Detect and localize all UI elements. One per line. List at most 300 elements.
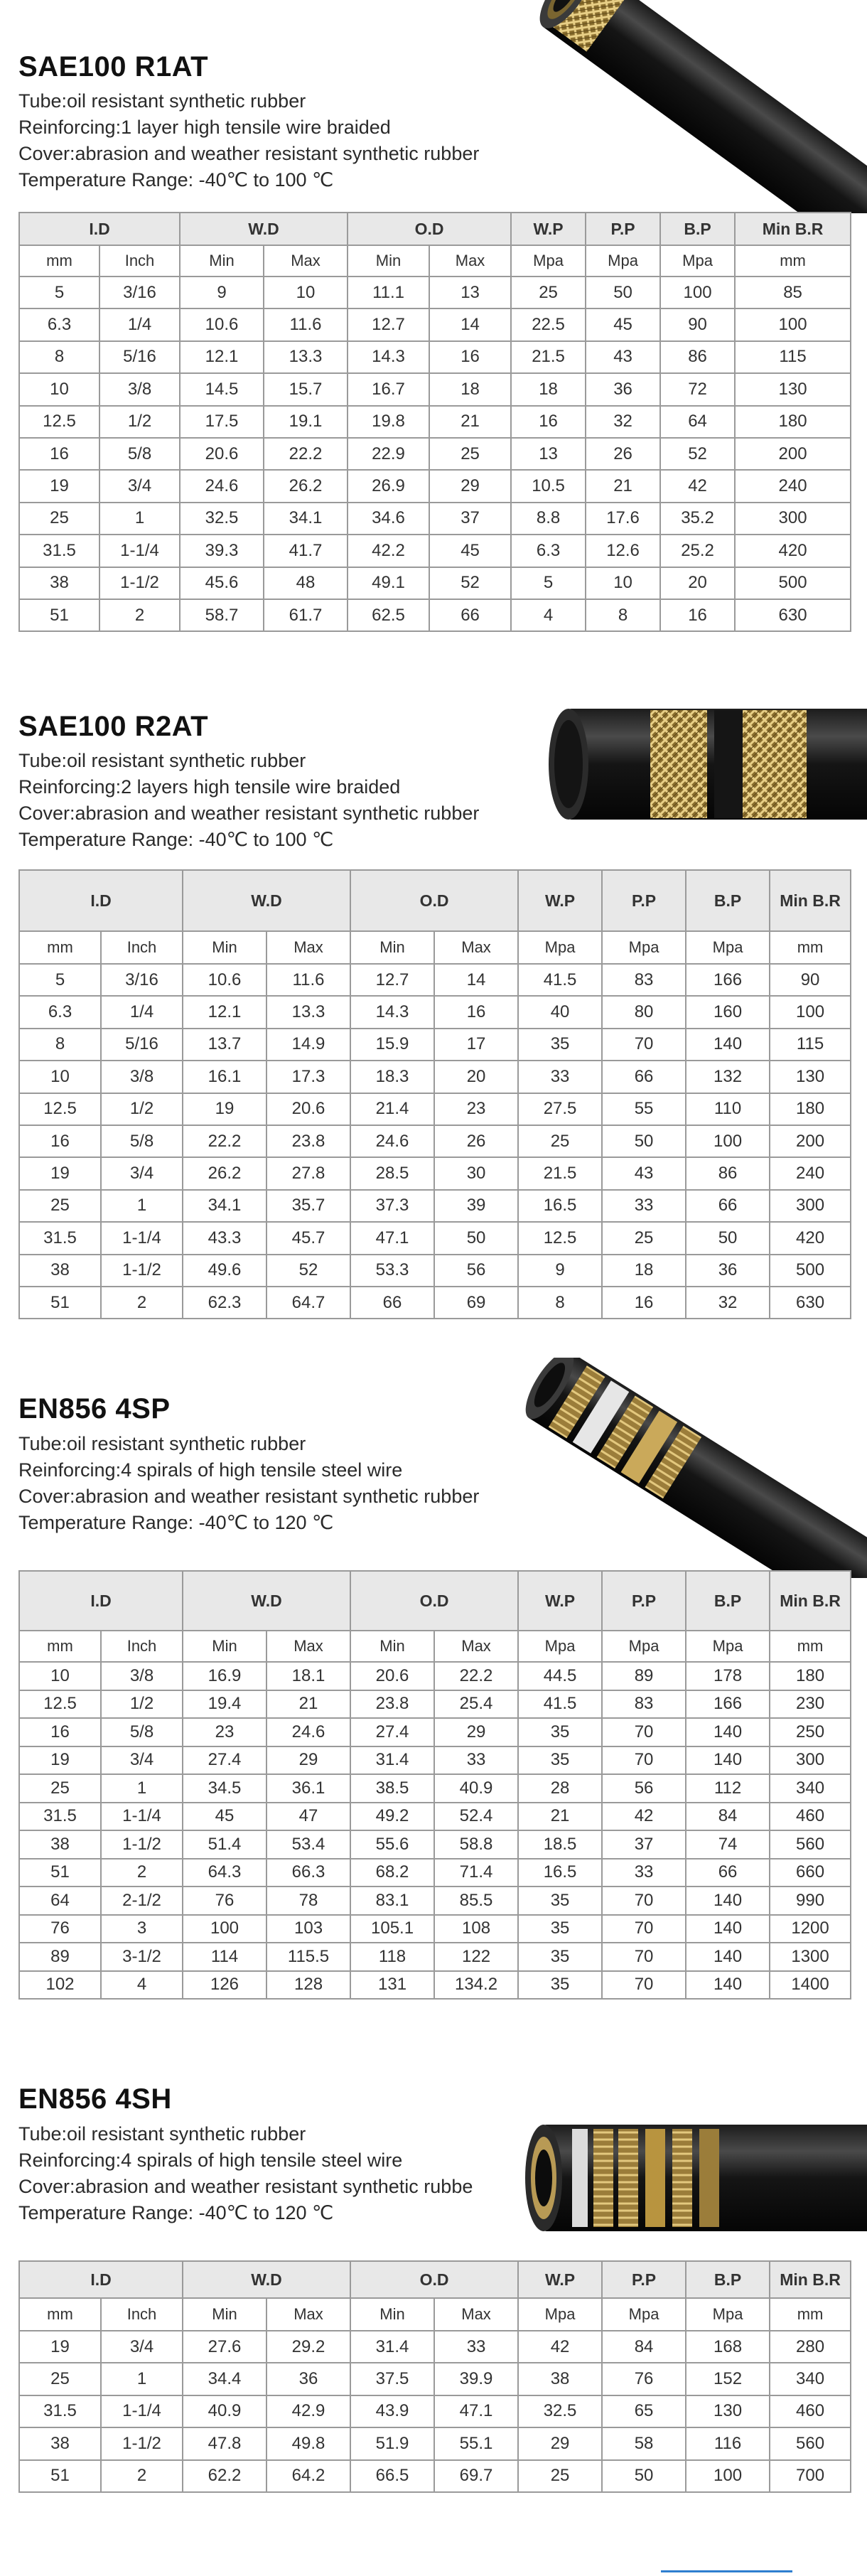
cover-spec: Cover:abrasion and weather resistant synthetic rubbe [18, 2176, 473, 2197]
table-cell: 76 [183, 1887, 266, 1915]
table-cell: 34.1 [264, 503, 348, 535]
table-cell: 70 [602, 1718, 686, 1746]
table-cell: 45 [183, 1803, 266, 1831]
table-cell: 5/16 [99, 341, 180, 373]
header-wp: W.P [518, 870, 602, 931]
table-cell: 34.1 [183, 1190, 266, 1222]
hose-image [526, 700, 867, 835]
spec-table-r1at [18, 212, 851, 632]
table-cell: 25 [511, 277, 586, 308]
table-cell: 152 [686, 2363, 770, 2395]
header-od: O.D [350, 2261, 518, 2298]
table-cell: 13.3 [264, 341, 348, 373]
table-cell: 62.3 [183, 1287, 266, 1319]
table-cell: 110 [686, 1093, 770, 1125]
table-cell: 10 [19, 1061, 101, 1093]
table-cell: 34.4 [183, 2363, 266, 2395]
table-cell: 300 [770, 1746, 851, 1775]
table-cell: 166 [686, 1690, 770, 1719]
table-cell: 1 [101, 1190, 183, 1222]
table-cell: 24.6 [180, 470, 264, 502]
table-cell: 84 [602, 2331, 686, 2363]
table-cell: 70 [602, 1746, 686, 1775]
table-row [19, 964, 851, 996]
hose-image [505, 2115, 867, 2250]
header-id: I.D [19, 213, 180, 245]
table-cell: 43.9 [350, 2395, 434, 2427]
section-title: SAE100 R1AT [18, 51, 209, 82]
header-bp: B.P [686, 2261, 770, 2298]
table-cell: 13 [511, 438, 586, 470]
table-cell: 65 [602, 2395, 686, 2427]
header-bp: B.P [686, 1571, 770, 1631]
table-cell: 340 [770, 2363, 851, 2395]
table-cell: 460 [770, 1803, 851, 1831]
table-cell: 3/4 [101, 1746, 183, 1775]
unit-cell: Mpa [518, 931, 602, 964]
table-cell: 19 [19, 1157, 101, 1189]
table-cell: 166 [686, 964, 770, 996]
table-cell: 11.1 [348, 277, 429, 308]
table-cell: 131 [350, 1971, 434, 2000]
header-wd: W.D [183, 1571, 350, 1631]
table-row [19, 1859, 851, 1887]
table-cell: 31.4 [350, 1746, 434, 1775]
table-cell: 1/2 [99, 406, 180, 438]
table-row [19, 1887, 851, 1915]
table-cell: 39 [434, 1190, 518, 1222]
spec-table-4sh [18, 2260, 851, 2493]
table-cell: 42 [660, 470, 735, 502]
table-cell: 49.1 [348, 567, 429, 599]
table-cell: 62.5 [348, 599, 429, 631]
table-cell: 700 [770, 2460, 851, 2492]
table-cell: 33 [518, 1061, 602, 1093]
table-cell: 26 [434, 1125, 518, 1157]
tube-spec: Tube:oil resistant synthetic rubber [18, 2123, 306, 2145]
table-cell: 86 [660, 341, 735, 373]
table-cell: 21.4 [350, 1093, 434, 1125]
unit-cell: Min [183, 1631, 266, 1662]
table-row [19, 1190, 851, 1222]
table-cell: 37.5 [350, 2363, 434, 2395]
table-cell: 8.8 [511, 503, 586, 535]
table-cell: 83 [602, 964, 686, 996]
table-cell: 1-1/2 [101, 1255, 183, 1287]
table-cell: 18.5 [518, 1830, 602, 1859]
table-cell: 38 [19, 567, 99, 599]
table-cell: 38 [19, 2427, 101, 2459]
table-cell: 9 [180, 277, 264, 308]
table-cell: 12.5 [19, 1690, 101, 1719]
table-cell: 21 [518, 1803, 602, 1831]
unit-cell: Inch [99, 245, 180, 277]
table-cell: 1/2 [101, 1690, 183, 1719]
table-row [19, 1125, 851, 1157]
table-cell: 1-1/4 [101, 1803, 183, 1831]
unit-cell: mm [19, 1631, 101, 1662]
header-min-br: Min B.R [770, 1571, 851, 1631]
table-cell: 36.1 [266, 1774, 350, 1803]
table-cell: 64.7 [266, 1287, 350, 1319]
table-row [19, 1746, 851, 1775]
table-row [19, 2395, 851, 2427]
table-cell: 2 [101, 2460, 183, 2492]
table-cell: 70 [602, 1887, 686, 1915]
section-title: EN856 4SH [18, 2083, 172, 2115]
header-wp: W.P [518, 1571, 602, 1631]
table-row [19, 2331, 851, 2363]
unit-cell: Mpa [686, 2298, 770, 2331]
unit-cell: Mpa [686, 931, 770, 964]
header-wd: W.D [180, 213, 348, 245]
table-cell: 11.6 [264, 308, 348, 340]
table-cell: 990 [770, 1887, 851, 1915]
table-cell: 3-1/2 [101, 1943, 183, 1971]
table-cell: 1/4 [99, 308, 180, 340]
table-cell: 32 [586, 406, 660, 438]
table-cell: 58 [602, 2427, 686, 2459]
table-cell: 180 [770, 1093, 851, 1125]
table-cell: 116 [686, 2427, 770, 2459]
table-cell: 66 [686, 1190, 770, 1222]
table-cell: 76 [602, 2363, 686, 2395]
table-cell: 140 [686, 1915, 770, 1943]
table-cell: 5/8 [101, 1718, 183, 1746]
table-cell: 40.9 [183, 2395, 266, 2427]
table-cell: 1/4 [101, 996, 183, 1028]
header-id: I.D [19, 1571, 183, 1631]
table-cell: 47.1 [350, 1222, 434, 1254]
unit-cell: mm [19, 245, 99, 277]
table-cell: 45 [586, 308, 660, 340]
table-cell: 2 [101, 1287, 183, 1319]
table-cell: 10.6 [180, 308, 264, 340]
table-cell: 100 [183, 1915, 266, 1943]
table-cell: 44.5 [518, 1662, 602, 1690]
table-cell: 21 [429, 406, 511, 438]
table-cell: 3/4 [101, 2331, 183, 2363]
table-cell: 23.8 [350, 1690, 434, 1719]
table-cell: 300 [735, 503, 851, 535]
table-cell: 420 [735, 535, 851, 567]
header-wd: W.D [183, 870, 350, 931]
table-cell: 29.2 [266, 2331, 350, 2363]
table-cell: 50 [686, 1222, 770, 1254]
table-cell: 35 [518, 1746, 602, 1775]
table-cell: 14.3 [348, 341, 429, 373]
table-cell: 55.6 [350, 1830, 434, 1859]
table-cell: 8 [518, 1287, 602, 1319]
table-cell: 64.3 [183, 1859, 266, 1887]
table-cell: 1-1/2 [101, 2427, 183, 2459]
table-cell: 50 [602, 1125, 686, 1157]
table-cell: 52.4 [434, 1803, 518, 1831]
table-cell: 35 [518, 1943, 602, 1971]
table-cell: 29 [429, 470, 511, 502]
table-cell: 17 [434, 1029, 518, 1061]
table-cell: 38 [19, 1255, 101, 1287]
table-cell: 140 [686, 1887, 770, 1915]
table-cell: 6.3 [19, 308, 99, 340]
unit-cell: Mpa [586, 245, 660, 277]
table-cell: 25 [19, 2363, 101, 2395]
unit-cell: mm [735, 245, 851, 277]
table-cell: 5/8 [101, 1125, 183, 1157]
spec-table-4sp [18, 1570, 851, 2000]
cover-spec: Cover:abrasion and weather resistant synthetic rubber [18, 1486, 480, 1507]
table-cell: 25.4 [434, 1690, 518, 1719]
table-cell: 17.5 [180, 406, 264, 438]
table-cell: 16 [660, 599, 735, 631]
table-cell: 100 [660, 277, 735, 308]
unit-cell: Max [264, 245, 348, 277]
table-cell: 70 [602, 1971, 686, 2000]
table-cell: 35.2 [660, 503, 735, 535]
unit-cell: Mpa [660, 245, 735, 277]
table-cell: 33 [602, 1190, 686, 1222]
table-cell: 33 [434, 2331, 518, 2363]
section-title: EN856 4SP [18, 1393, 171, 1424]
table-cell: 50 [602, 2460, 686, 2492]
header-wp: W.P [518, 2261, 602, 2298]
table-cell: 51.4 [183, 1830, 266, 1859]
table-row [19, 1943, 851, 1971]
table-cell: 58.8 [434, 1830, 518, 1859]
table-cell: 25 [19, 1774, 101, 1803]
header-od: O.D [350, 1571, 518, 1631]
unit-cell: Inch [101, 1631, 183, 1662]
table-cell: 100 [686, 2460, 770, 2492]
table-cell: 100 [770, 996, 851, 1028]
table-row [19, 567, 851, 599]
table-cell: 83.1 [350, 1887, 434, 1915]
table-cell: 55 [602, 1093, 686, 1125]
table-cell: 18 [429, 373, 511, 405]
table-cell: 22.5 [511, 308, 586, 340]
section-sae100-r1at [0, 0, 867, 682]
table-cell: 45.6 [180, 567, 264, 599]
table-cell: 26.2 [183, 1157, 266, 1189]
table-cell: 35 [518, 1915, 602, 1943]
table-cell: 19 [183, 1093, 266, 1125]
table-cell: 41.7 [264, 535, 348, 567]
unit-cell: Mpa [518, 2298, 602, 2331]
table-cell: 26.9 [348, 470, 429, 502]
header-min-br: Min B.R [735, 213, 851, 245]
table-row [19, 2363, 851, 2395]
table-cell: 1 [101, 2363, 183, 2395]
table-row [19, 277, 851, 308]
table-row [19, 599, 851, 631]
hose-image [497, 1358, 867, 1578]
table-cell: 56 [602, 1774, 686, 1803]
table-cell: 20.6 [266, 1093, 350, 1125]
table-cell: 134.2 [434, 1971, 518, 2000]
table-cell: 240 [770, 1157, 851, 1189]
table-cell: 80 [602, 996, 686, 1028]
table-cell: 114 [183, 1943, 266, 1971]
table-cell: 5/16 [101, 1029, 183, 1061]
table-cell: 52 [660, 438, 735, 470]
table-row [19, 1803, 851, 1831]
header-wd: W.D [183, 2261, 350, 2298]
table-cell: 13 [429, 277, 511, 308]
table-cell: 17.6 [586, 503, 660, 535]
table-cell: 1300 [770, 1943, 851, 1971]
table-cell: 18 [511, 373, 586, 405]
table-cell: 90 [770, 964, 851, 996]
table-cell: 16 [19, 1718, 101, 1746]
table-cell: 19.4 [183, 1690, 266, 1719]
table-cell: 33 [602, 1859, 686, 1887]
unit-cell: Min [350, 2298, 434, 2331]
table-cell: 19 [19, 470, 99, 502]
table-cell: 100 [686, 1125, 770, 1157]
tube-spec: Tube:oil resistant synthetic rubber [18, 90, 306, 112]
header-pp: P.P [586, 213, 660, 245]
cover-spec: Cover:abrasion and weather resistant synthetic rubber [18, 143, 480, 164]
table-cell: 42 [518, 2331, 602, 2363]
table-row [19, 1157, 851, 1189]
table-cell: 12.5 [518, 1222, 602, 1254]
table-cell: 23 [434, 1093, 518, 1125]
table-cell: 115 [770, 1029, 851, 1061]
table-cell: 16 [19, 438, 99, 470]
unit-cell: Mpa [602, 931, 686, 964]
table-cell: 40.9 [434, 1774, 518, 1803]
table-cell: 27.5 [518, 1093, 602, 1125]
table-cell: 66 [429, 599, 511, 631]
table-cell: 76 [19, 1915, 101, 1943]
table-cell: 66.5 [350, 2460, 434, 2492]
table-row [19, 470, 851, 502]
table-cell: 50 [434, 1222, 518, 1254]
unit-cell: Min [183, 931, 266, 964]
table-cell: 103 [266, 1915, 350, 1943]
table-cell: 115.5 [266, 1943, 350, 1971]
table-cell: 420 [770, 1222, 851, 1254]
table-cell: 85 [735, 277, 851, 308]
table-cell: 130 [735, 373, 851, 405]
table-cell: 56 [434, 1255, 518, 1287]
table-row [19, 1222, 851, 1254]
unit-cell: Min [350, 931, 434, 964]
reinforcing-spec: Reinforcing:4 spirals of high tensile steel wire [18, 2150, 403, 2171]
table-cell: 132 [686, 1061, 770, 1093]
table-cell: 2 [99, 599, 180, 631]
table-cell: 3/4 [99, 470, 180, 502]
table-cell: 25 [19, 503, 99, 535]
table-cell: 18.1 [266, 1662, 350, 1690]
table-cell: 560 [770, 2427, 851, 2459]
unit-cell: Max [434, 2298, 518, 2331]
temperature-spec: Temperature Range: -40℃ to 100 ℃ [18, 829, 334, 850]
header-id: I.D [19, 2261, 183, 2298]
table-cell: 27.6 [183, 2331, 266, 2363]
table-cell: 2-1/2 [101, 1887, 183, 1915]
table-cell: 58.7 [180, 599, 264, 631]
units-row [19, 245, 851, 277]
table-cell: 14.9 [266, 1029, 350, 1061]
table-cell: 200 [770, 1125, 851, 1157]
table-cell: 15.9 [350, 1029, 434, 1061]
table-cell: 51.9 [350, 2427, 434, 2459]
table-cell: 26 [586, 438, 660, 470]
table-cell: 3/8 [101, 1061, 183, 1093]
table-cell: 24.6 [266, 1718, 350, 1746]
table-cell: 6.3 [511, 535, 586, 567]
unit-cell: Mpa [511, 245, 586, 277]
table-cell: 70 [602, 1029, 686, 1061]
table-cell: 48 [264, 567, 348, 599]
table-row [19, 1718, 851, 1746]
table-cell: 8 [586, 599, 660, 631]
table-cell: 25 [518, 1125, 602, 1157]
table-cell: 35 [518, 1971, 602, 2000]
table-cell: 16 [19, 1125, 101, 1157]
table-cell: 47.8 [183, 2427, 266, 2459]
header-od: O.D [348, 213, 511, 245]
table-cell: 1-1/4 [99, 535, 180, 567]
table-cell: 1-1/2 [99, 567, 180, 599]
table-cell: 16 [429, 341, 511, 373]
table-cell: 5 [19, 277, 99, 308]
table-cell: 3/4 [101, 1157, 183, 1189]
units-row [19, 2298, 851, 2331]
table-cell: 3/8 [101, 1662, 183, 1690]
table-cell: 128 [266, 1971, 350, 2000]
unit-cell: Mpa [602, 1631, 686, 1662]
table-cell: 100 [735, 308, 851, 340]
table-row [19, 1093, 851, 1125]
table-cell: 31.5 [19, 1803, 101, 1831]
table-row [19, 2427, 851, 2459]
table-cell: 3/16 [101, 964, 183, 996]
header-pp: P.P [602, 1571, 686, 1631]
table-cell: 62.2 [183, 2460, 266, 2492]
table-cell: 89 [602, 1662, 686, 1690]
table-cell: 28 [518, 1774, 602, 1803]
table-cell: 42 [602, 1803, 686, 1831]
table-cell: 10 [264, 277, 348, 308]
table-cell: 340 [770, 1774, 851, 1803]
unit-cell: Mpa [602, 2298, 686, 2331]
table-cell: 69 [434, 1287, 518, 1319]
table-cell: 66.3 [266, 1859, 350, 1887]
table-cell: 10.6 [183, 964, 266, 996]
table-cell: 6.3 [19, 996, 101, 1028]
table-row [19, 1255, 851, 1287]
table-cell: 460 [770, 2395, 851, 2427]
table-cell: 71.4 [434, 1859, 518, 1887]
temperature-spec: Temperature Range: -40℃ to 100 ℃ [18, 169, 334, 190]
table-cell: 12.7 [350, 964, 434, 996]
table-cell: 1 [99, 503, 180, 535]
header-wp: W.P [511, 213, 586, 245]
table-cell: 16.5 [518, 1859, 602, 1887]
table-cell: 15.7 [264, 373, 348, 405]
table-cell: 35.7 [266, 1190, 350, 1222]
table-cell: 40 [518, 996, 602, 1028]
table-cell: 102 [19, 1971, 101, 2000]
table-cell: 14 [429, 308, 511, 340]
table-cell: 12.1 [183, 996, 266, 1028]
table-cell: 630 [770, 1287, 851, 1319]
table-cell: 130 [686, 2395, 770, 2427]
table-cell: 8 [19, 1029, 101, 1061]
table-cell: 108 [434, 1915, 518, 1943]
